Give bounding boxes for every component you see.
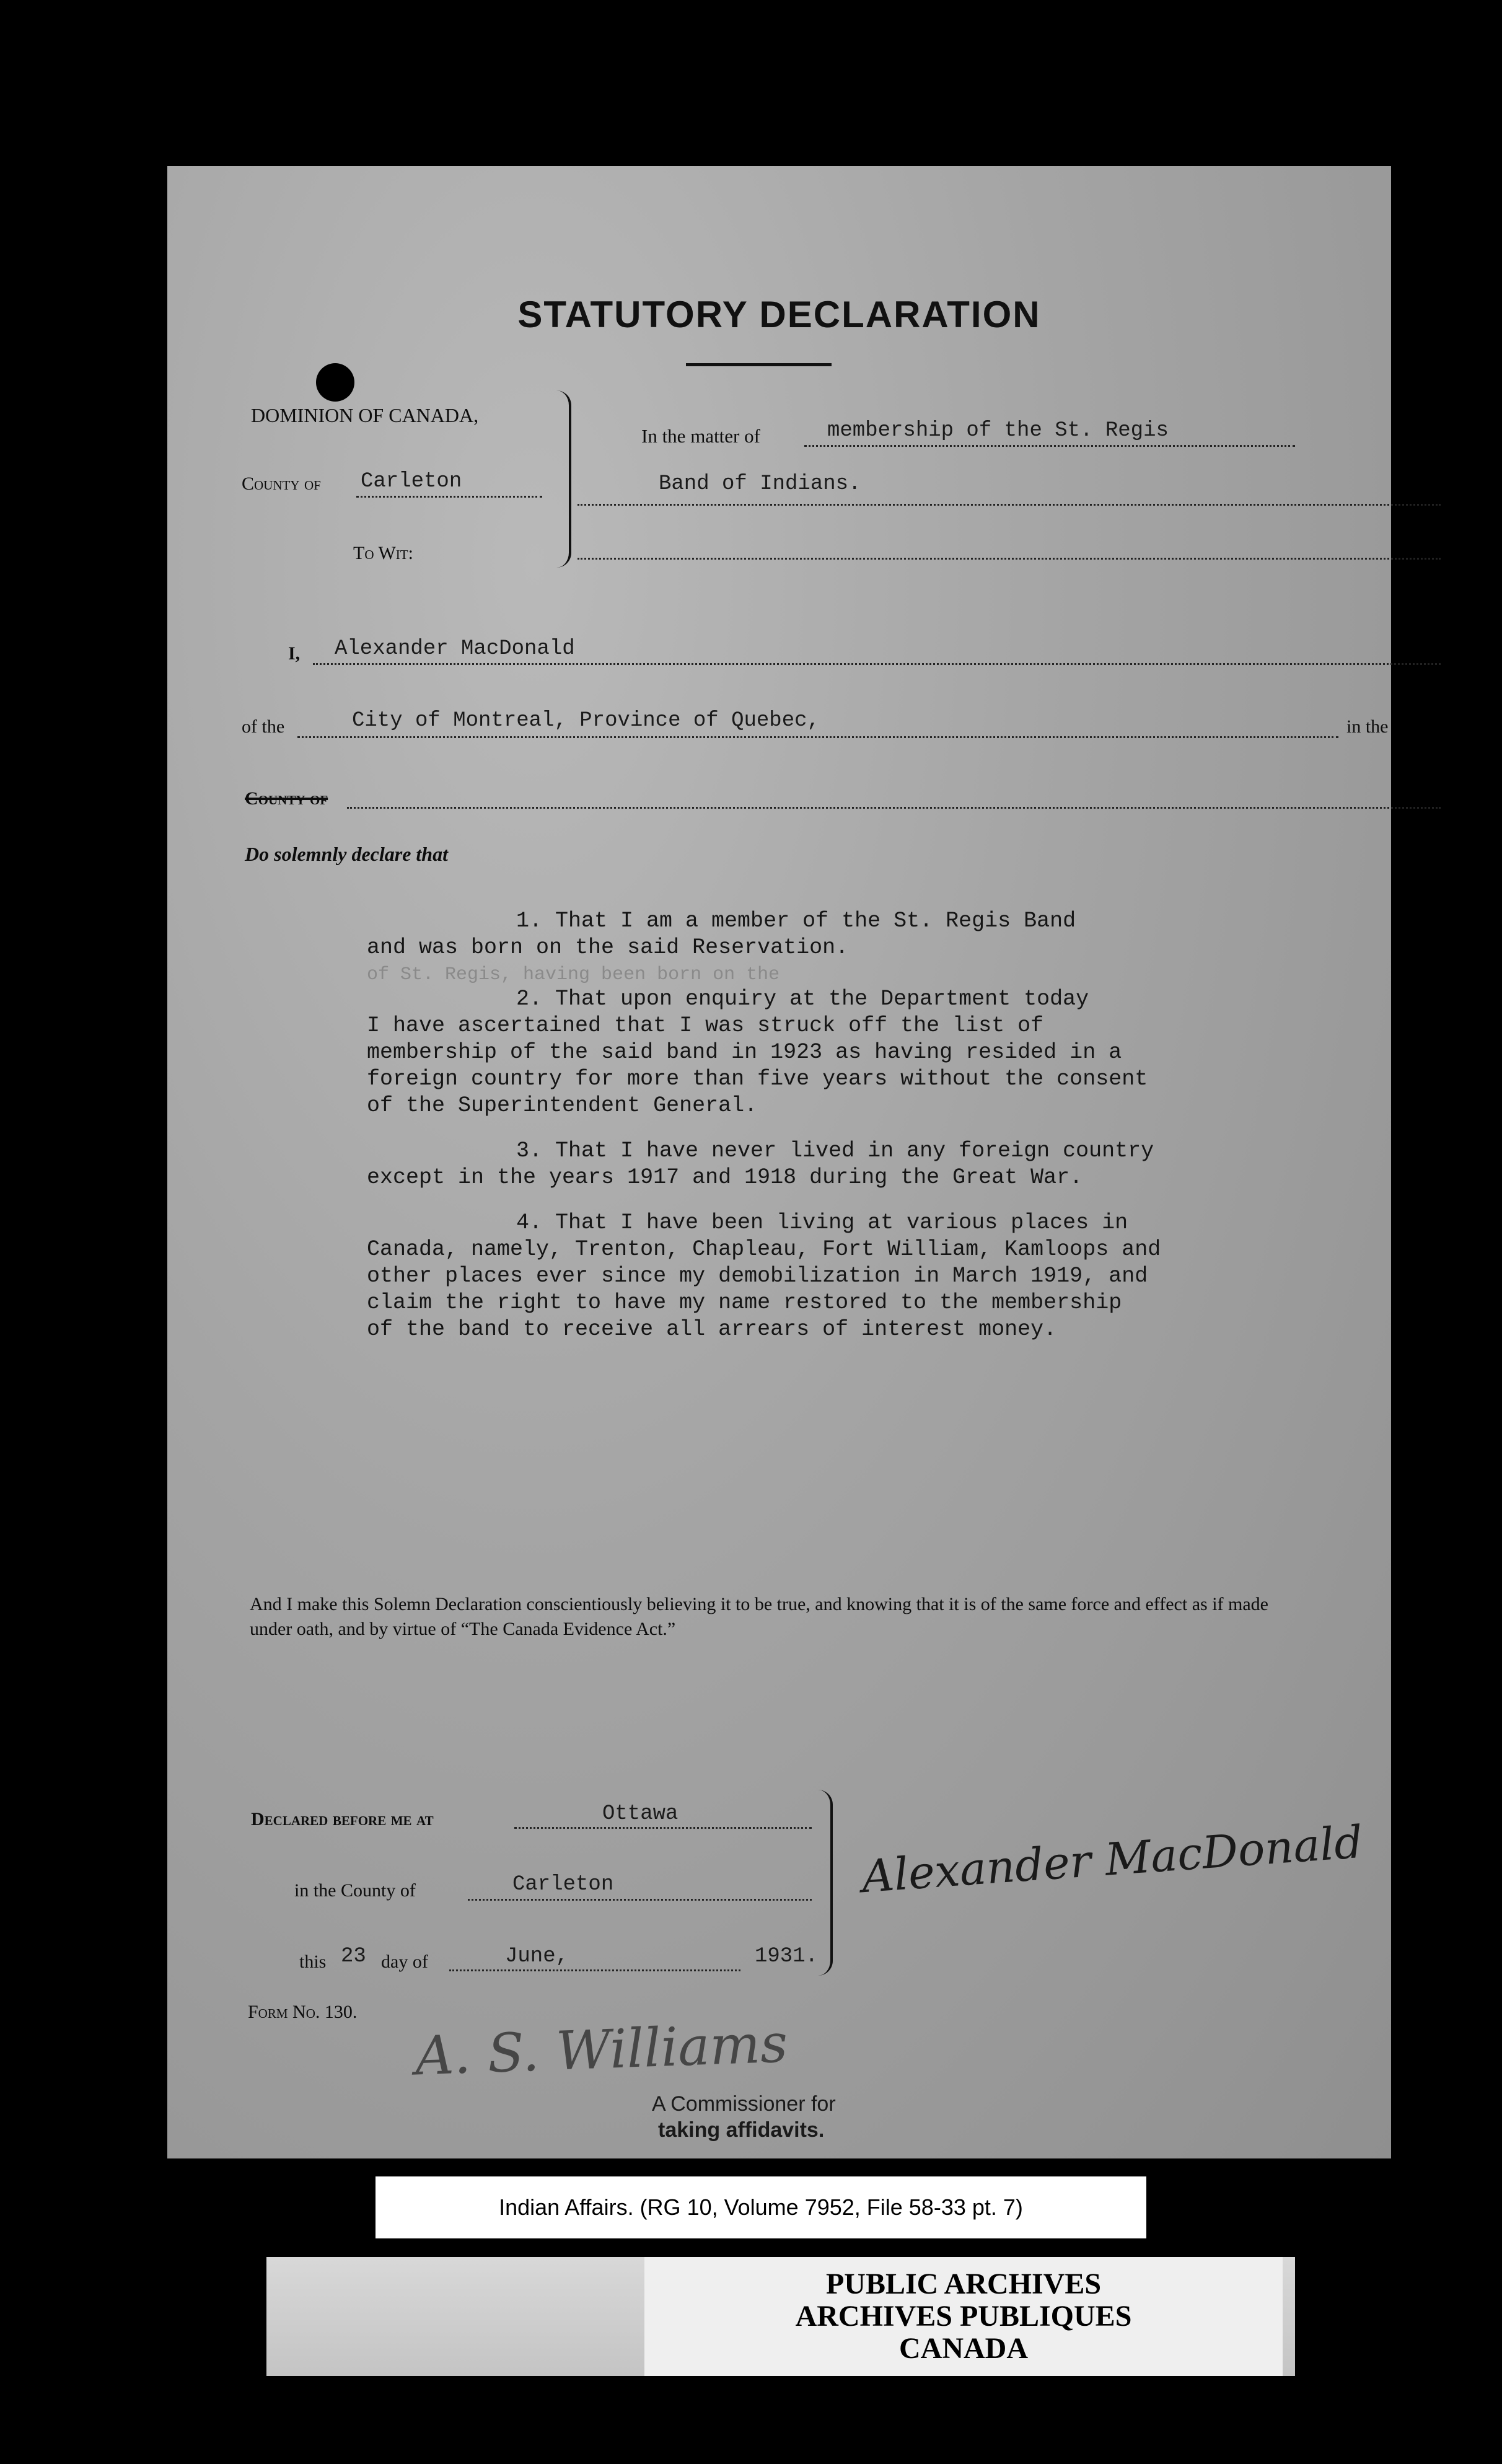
commissioner-title-line-1: A Commissioner for [652,2092,836,2116]
ghost-struck-line: of St. Regis, having been born on the [367,964,780,985]
declared-before-label: Declared before me at [251,1809,434,1829]
to-wit-label: To Wit: [353,543,413,563]
paragraph-2-line-4: foreign country for more than five years without the consent [367,1067,1148,1091]
dominion-label: DOMINION OF CANADA, [251,404,479,426]
title-underline [686,363,832,366]
declarant-signature: Alexander MacDonald [860,1815,1364,1903]
declared-brace [818,1790,833,1976]
paragraph-4-line-2: Canada, namely, Trenton, Chapleau, Fort William, Kamloops and [367,1237,1161,1262]
commissioner-signature: A. S. Williams [414,2012,789,2088]
declarant-name: Alexander MacDonald [335,637,575,661]
residence-value: City of Montreal, Province of Quebec, [352,709,820,733]
paragraph-2-line-2: I have ascertained that I was struck off the list of [367,1013,1044,1038]
this-label: this [299,1951,327,1972]
archive-reference-box [376,2176,1146,2238]
county-of-dotted-line [347,807,1441,809]
declare-phrase: Do solemnly declare that [245,843,448,865]
document-page [167,166,1391,2158]
of-the-label: of the [242,716,285,737]
declared-month-dotted-line [449,1969,740,1971]
matter-dotted-line-1 [804,445,1295,447]
declared-county-label: in the County of [294,1880,416,1901]
county-of-struck: County of [245,788,328,809]
paragraph-1-line-2: and was born on the said Reservation. [367,935,849,960]
form-number: Form No. 130. [248,2002,358,2022]
ink-blot [316,363,354,402]
declared-place: Ottawa [602,1802,679,1826]
declared-month: June, [505,1945,569,1968]
paragraph-4-line-4: claim the right to have my name restored to the membership [367,1290,1122,1315]
matter-label: In the matter of [641,425,760,447]
matter-dotted-line-2 [578,504,1441,506]
matter-line-1: membership of the St. Regis [827,419,1169,442]
declared-day: 23 [341,1945,366,1968]
county-dotted-line [356,496,542,498]
residence-dotted-line [297,736,1338,738]
document-title: STATUTORY DECLARATION [517,294,1041,335]
paragraph-4-line-5: of the band to receive all arrears of interest money. [367,1317,1057,1342]
day-of-label: day of [381,1951,428,1972]
declarant-prefix: I, [288,643,301,664]
paragraph-3-line-1: 3. That I have never lived in any foreign country [516,1138,1154,1163]
archive-line-2: ARCHIVES PUBLIQUES [795,2300,1132,2333]
archive-line-3: CANADA [899,2332,1028,2365]
declarant-dotted-line [313,663,1441,665]
archive-line-1: PUBLIC ARCHIVES [825,2268,1102,2300]
paragraph-3-line-2: except in the years 1917 and 1918 during the Great War. [367,1165,1083,1190]
archive-strip [266,2257,1295,2376]
header-brace [556,390,571,568]
paragraph-4-line-1: 4. That I have been living at various places in [516,1210,1128,1235]
paragraph-2-line-5: of the Superintendent General. [367,1093,758,1118]
paragraph-2-line-1: 2. That upon enquiry at the Department today [516,987,1089,1011]
declared-place-dotted-line [514,1827,812,1829]
archive-stamp [644,2257,1283,2376]
county-label: County of [242,473,321,494]
declared-county-dotted-line [468,1899,812,1901]
paragraph-1-line-1: 1. That I am a member of the St. Regis Band [516,909,1076,933]
matter-dotted-line-3 [578,558,1441,560]
in-the-label: in the [1346,716,1389,737]
paragraph-4-line-3: other places ever since my demobilization in March 1919, and [367,1264,1148,1288]
commissioner-title-line-2: taking affidavits. [658,2118,825,2142]
matter-line-2: Band of Indians. [659,472,861,496]
declared-county: Carleton [512,1873,614,1896]
declared-year: 1931. [755,1945,819,1968]
paragraph-2-line-3: membership of the said band in 1923 as having resided in a [367,1040,1122,1065]
archive-reference: Indian Affairs. (RG 10, Volume 7952, File 58-33 pt. 7) [499,2194,1023,2220]
closing-statement: And I make this Solemn Declaration conscientiously believing it to be true, and knowing that it is of the same force and effect as if made under oath, and by virtue of “The Canada Evidence Act.” [250,1594,1268,1639]
county-value: Carleton [361,470,462,493]
